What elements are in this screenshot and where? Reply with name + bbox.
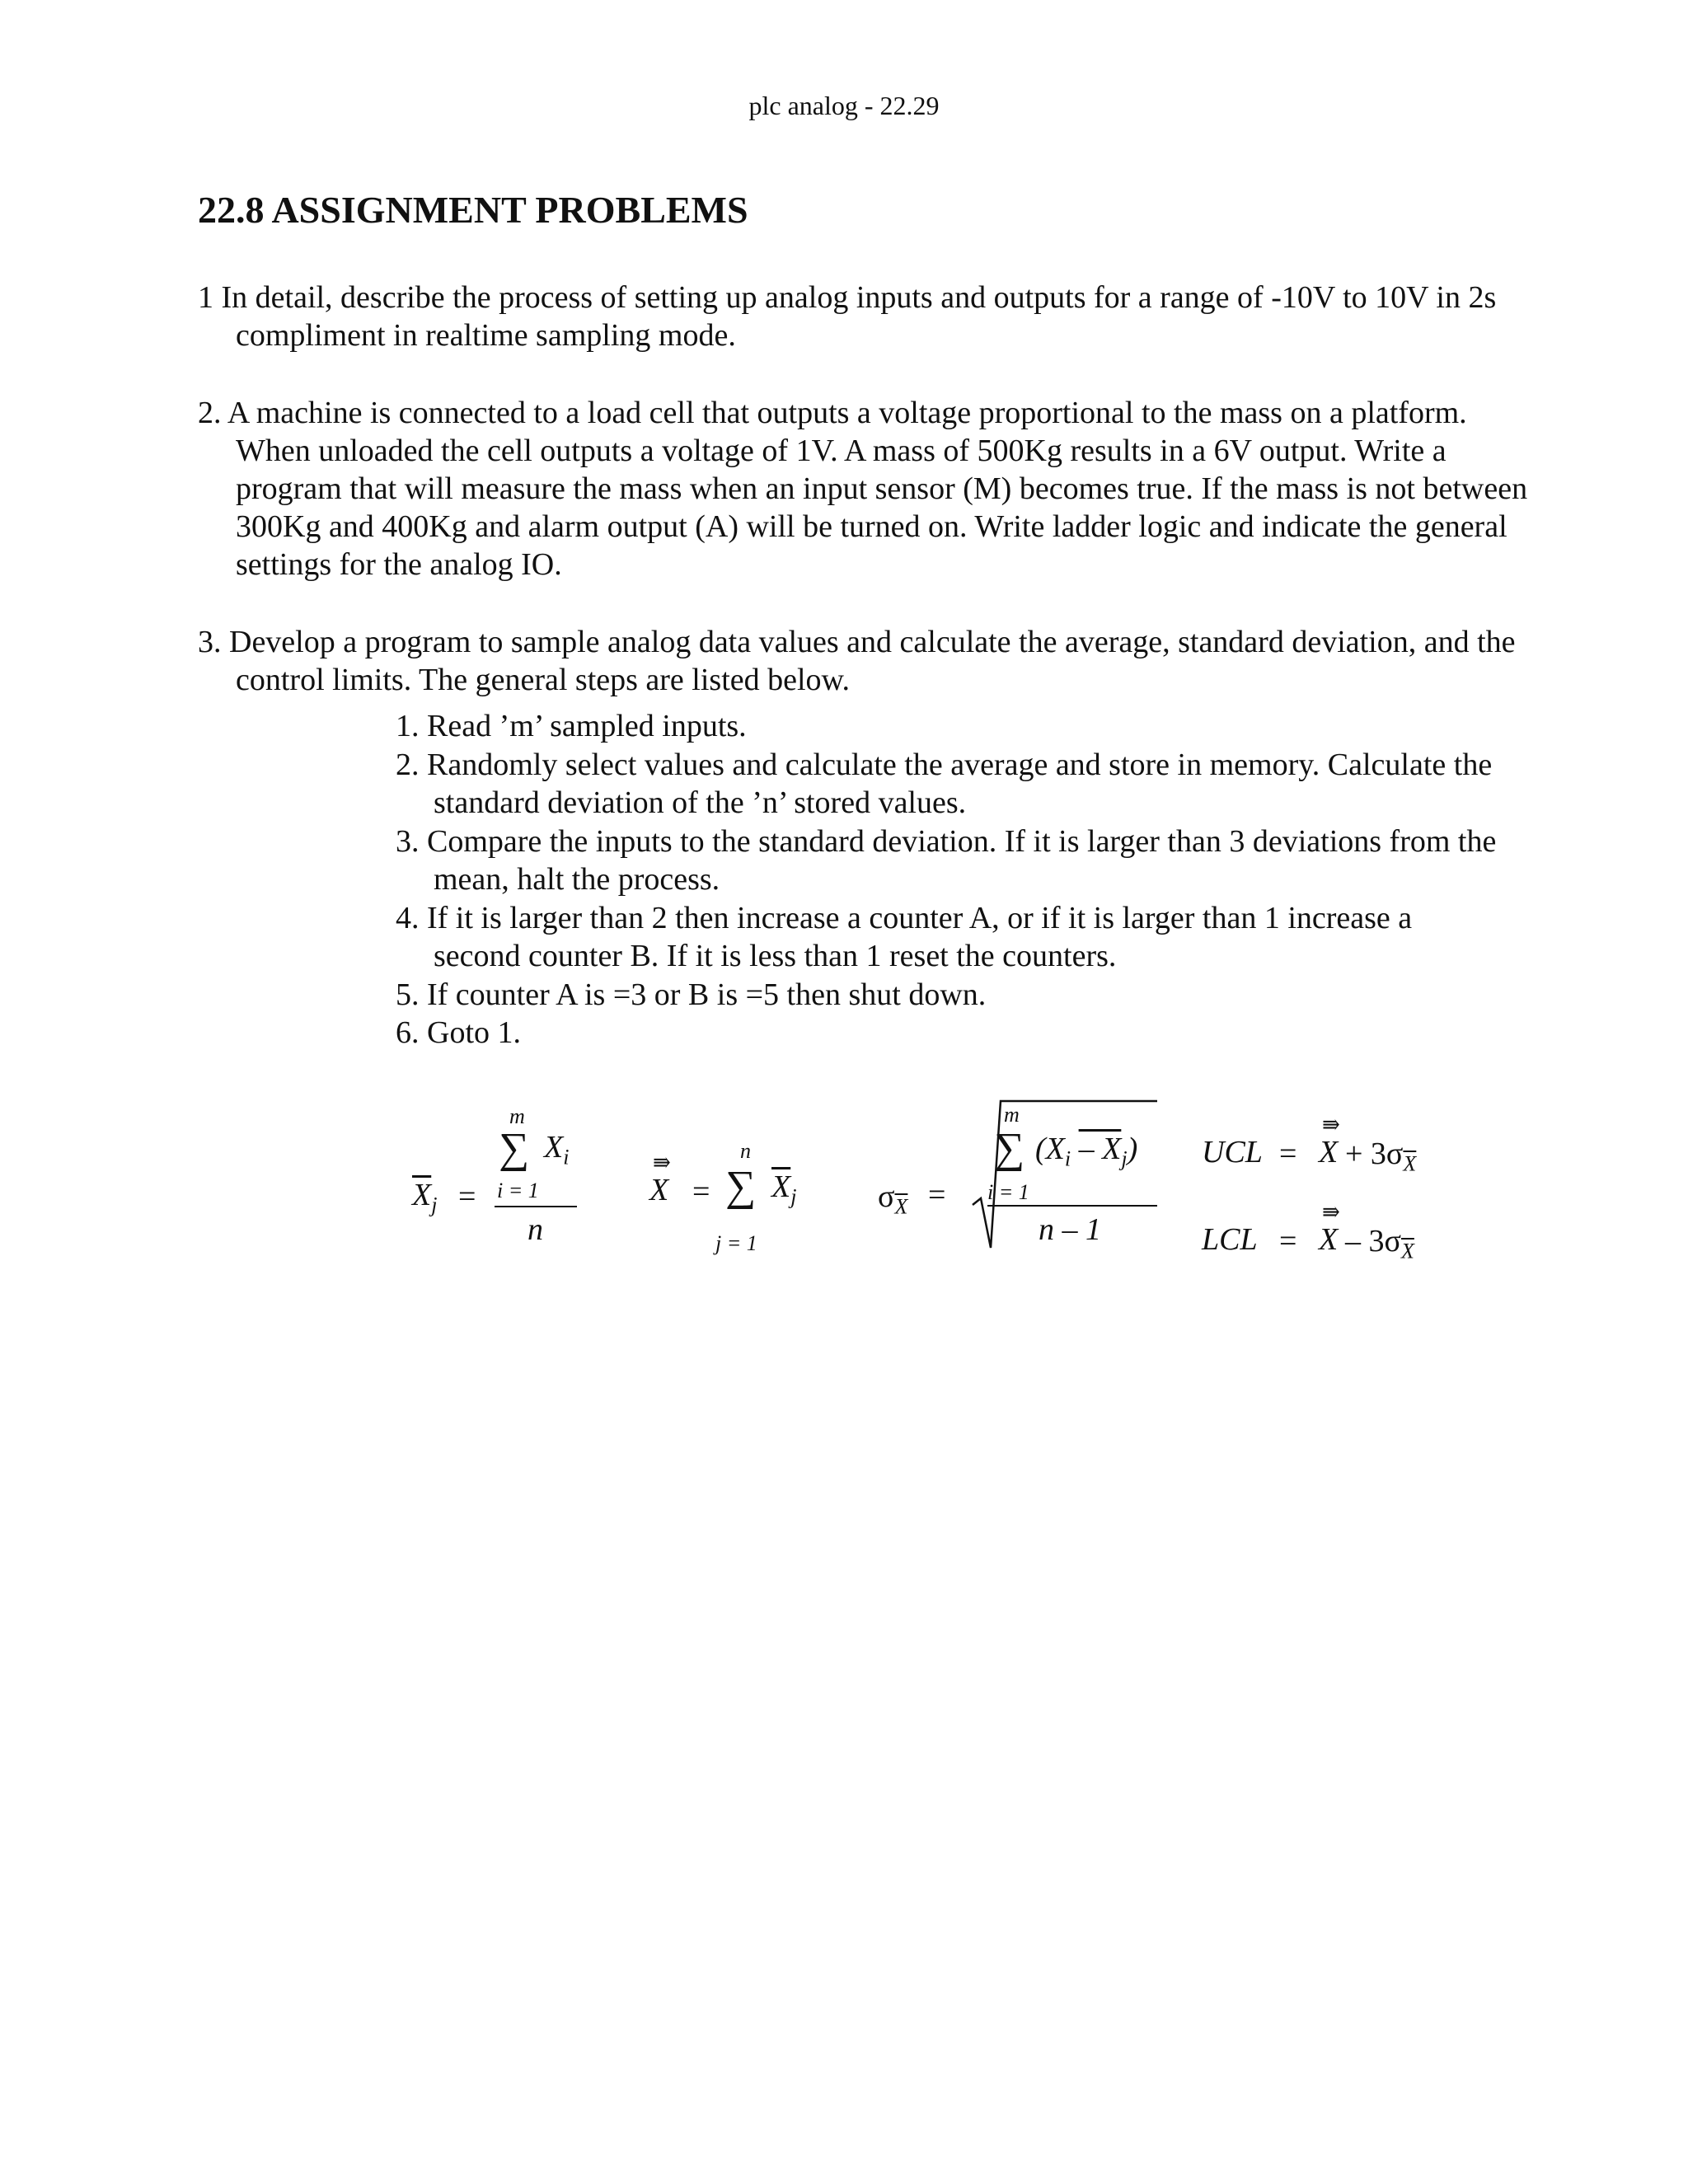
eq2-sigma-icon: ∑ [725, 1163, 757, 1210]
eq3-summand: (X [1035, 1132, 1065, 1166]
steps-list [396, 707, 1500, 1052]
eq1-sigma-icon: ∑ [499, 1125, 530, 1172]
eq3-sigma-icon: ∑ [994, 1125, 1025, 1172]
page-header: plc analog - 22.29 [748, 91, 940, 120]
eq3-close: ) [1127, 1132, 1138, 1166]
lcl-x: X [1319, 1222, 1339, 1257]
eq3-sum-bottom: i = 1 [987, 1180, 1029, 1204]
step-item: 2. Randomly select values and calculate the average and store in memory. Calculate the standard deviation of the ’n’ stored values. [396, 747, 1493, 820]
eq2-double-bar-icon: ⇛ [653, 1151, 671, 1174]
eq3-lhs: σ [878, 1179, 895, 1214]
eq1-equals: = [458, 1179, 476, 1214]
step-item: 3. Compare the inputs to the standard deviation. If it is larger than 3 deviations from the mean, halt the process. [396, 823, 1497, 897]
eq1-summand: X [544, 1130, 564, 1165]
ucl-sub: X [1403, 1151, 1417, 1176]
problem-2: 2. A machine is connected to a load cell that outputs a voltage proportional to the mass on a platform. When unloaded the cell outputs a voltage of 1V. A mass of 500Kg results in a 6V output. Write a program that will measure the mass when an input sensor (M) becomes true. If the mass is not between 300Kg and 400Kg and alarm output (A) will be turned on. Write ladder logic and indicate the general settings for the analog IO. [198, 396, 1528, 582]
eq2-sum-bottom: j = 1 [715, 1231, 757, 1255]
eq3-lhs-sub: X [894, 1194, 908, 1219]
ucl-double-bar-icon: ⇛ [1322, 1113, 1340, 1137]
eq1-denominator: n [528, 1212, 543, 1247]
problem-3: 3. Develop a program to sample analog data values and calculate the average, standard deviation, and the control limits. The general steps are listed below. [198, 625, 1516, 697]
lcl-sub: X [1400, 1239, 1414, 1263]
section-title: 22.8 ASSIGNMENT PROBLEMS [198, 189, 748, 231]
eq1-summand-sub: i [563, 1145, 570, 1169]
step-item: 5. If counter A is =3 or B is =5 then shut down. [396, 977, 987, 1012]
eq2-lhs: X [649, 1173, 669, 1207]
eq1-lhs-sub: j [431, 1193, 438, 1217]
ucl-label: UCL [1202, 1135, 1263, 1169]
eq1-sum-bottom: i = 1 [497, 1179, 539, 1202]
step-item: 4. If it is larger than 2 then increase a counter A, or if it is larger than 1 increase a second counter B. If it is less than 1 reset the counters. [396, 900, 1413, 973]
step-item: 1. Read ’m’ sampled inputs. [396, 709, 747, 743]
eq3-summand-sub: i [1064, 1146, 1071, 1171]
lcl-double-bar-icon: ⇛ [1322, 1200, 1340, 1224]
eq2-sum-top: n [740, 1139, 751, 1163]
eq2-summand: $\overline{X}$ [771, 1169, 791, 1204]
eq3-denominator: n – 1 [1039, 1212, 1101, 1247]
problem-1: 1 In detail, describe the process of setting up analog inputs and outputs for a range of -10V to 10V in 2s compliment in realtime sampling mode. [198, 280, 1497, 353]
eq2-summand-sub: j [790, 1184, 797, 1209]
lcl-label: LCL [1202, 1222, 1258, 1257]
eq1-sum-top: m [509, 1104, 525, 1128]
eq3-minus: – X [1078, 1132, 1122, 1166]
ucl-equals: = [1279, 1137, 1297, 1171]
ucl-x: X [1319, 1135, 1339, 1169]
eq3-sum-top: m [1004, 1103, 1020, 1127]
eq3-minus-sub: j [1121, 1146, 1128, 1171]
eq3-equals: = [928, 1178, 946, 1212]
eq1-fraction-bar [495, 1206, 577, 1207]
eq1-lhs: $\overline{X}$ [412, 1178, 432, 1212]
lcl-equals: = [1279, 1224, 1297, 1258]
lcl-op: – 3σ [1345, 1224, 1401, 1258]
step-item: 6. Goto 1. [396, 1015, 521, 1050]
eq2-equals: = [692, 1174, 710, 1209]
ucl-op: + 3σ [1345, 1137, 1404, 1171]
eq3-fraction-bar [987, 1205, 1157, 1207]
